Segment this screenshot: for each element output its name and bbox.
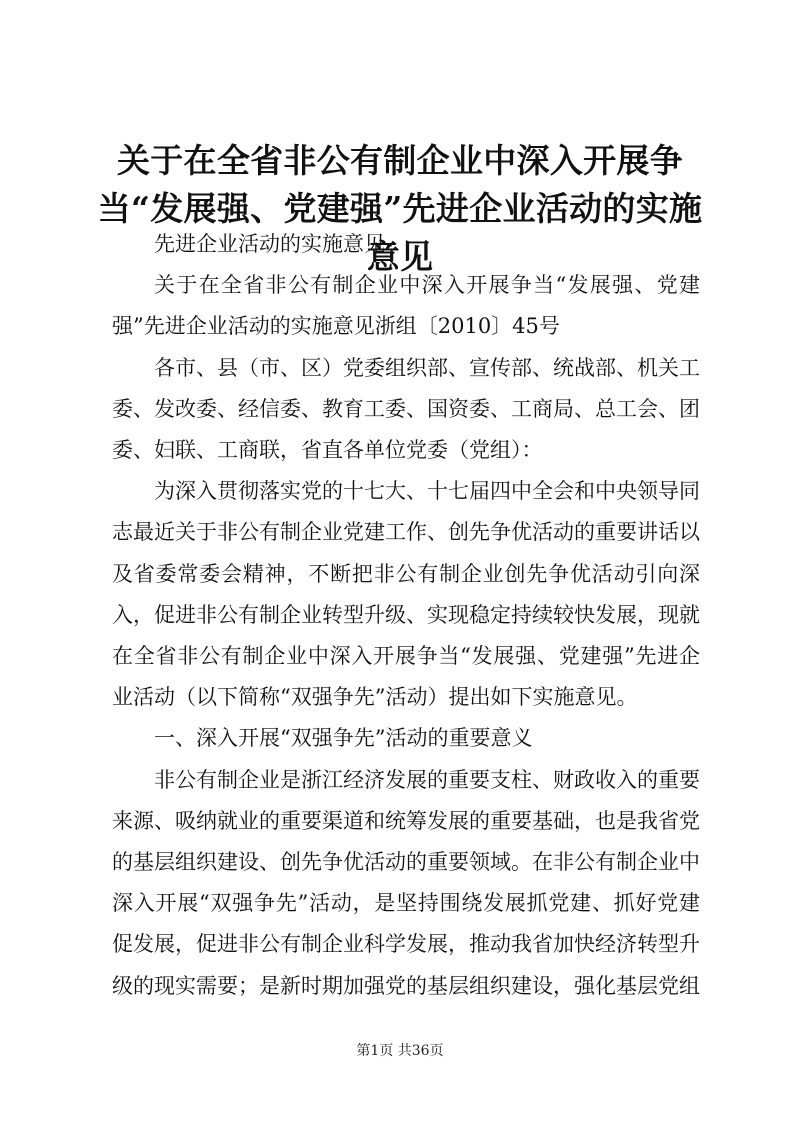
document-title: 关于在全省非公有制企业中深入开展争当“发展强、党建强”先进企业活动的实施意见 (97, 141, 703, 276)
page-footer (0, 1042, 800, 1060)
body-paragraph: 先进企业活动的实施意见 (154, 232, 385, 256)
body-paragraph: 关于在全省非公有制企业中深入开展争当“发展强、党建强”先进企业活动的实施意见浙组〔2010〕45号 (112, 273, 700, 339)
body-paragraph: 非公有制企业是浙江经济发展的重要支柱、财政收入的重要来源、吸纳就业的重要渠道和统筹发展的重要基础，也是我省党的基层组织建设、创先争优活动的重要领域。在非公有制企业中深入开展“双强争先”活动，是坚持围绕发展抓党建、抓好党建促发展，促进非公有制企业科学发展，推动我省加快经济转型升级的现实需要；是新时期加强党的基层组织建设，强化基层党组 (112, 767, 700, 998)
document-body (112, 224, 700, 1007)
page-indicator: 第1页 共36页 (356, 1043, 444, 1059)
section-heading: 一、深入开展“双强争先”活动的重要意义 (154, 726, 533, 751)
body-paragraph: 为深入贯彻落实党的十七大、十七届四中全会和中央领导同志最近关于非公有制企业党建工作、创先争优活动的重要讲话以及省委常委会精神，不断把非公有制企业创先争优活动引向深入，促进非公有制企业转型升级、实现稳定持续较快发展，现就在全省非公有制企业中深入开展争当“发展强、党建强”先进企业活动（以下简称“双强争先”活动）提出如下实施意见。 (112, 479, 700, 710)
body-paragraph: 各市、县（市、区）党委组织部、宣传部、统战部、机关工委、发改委、经信委、教育工委、国资委、工商局、总工会、团委、妇联、工商联，省直各单位党委（党组）： (112, 355, 700, 463)
